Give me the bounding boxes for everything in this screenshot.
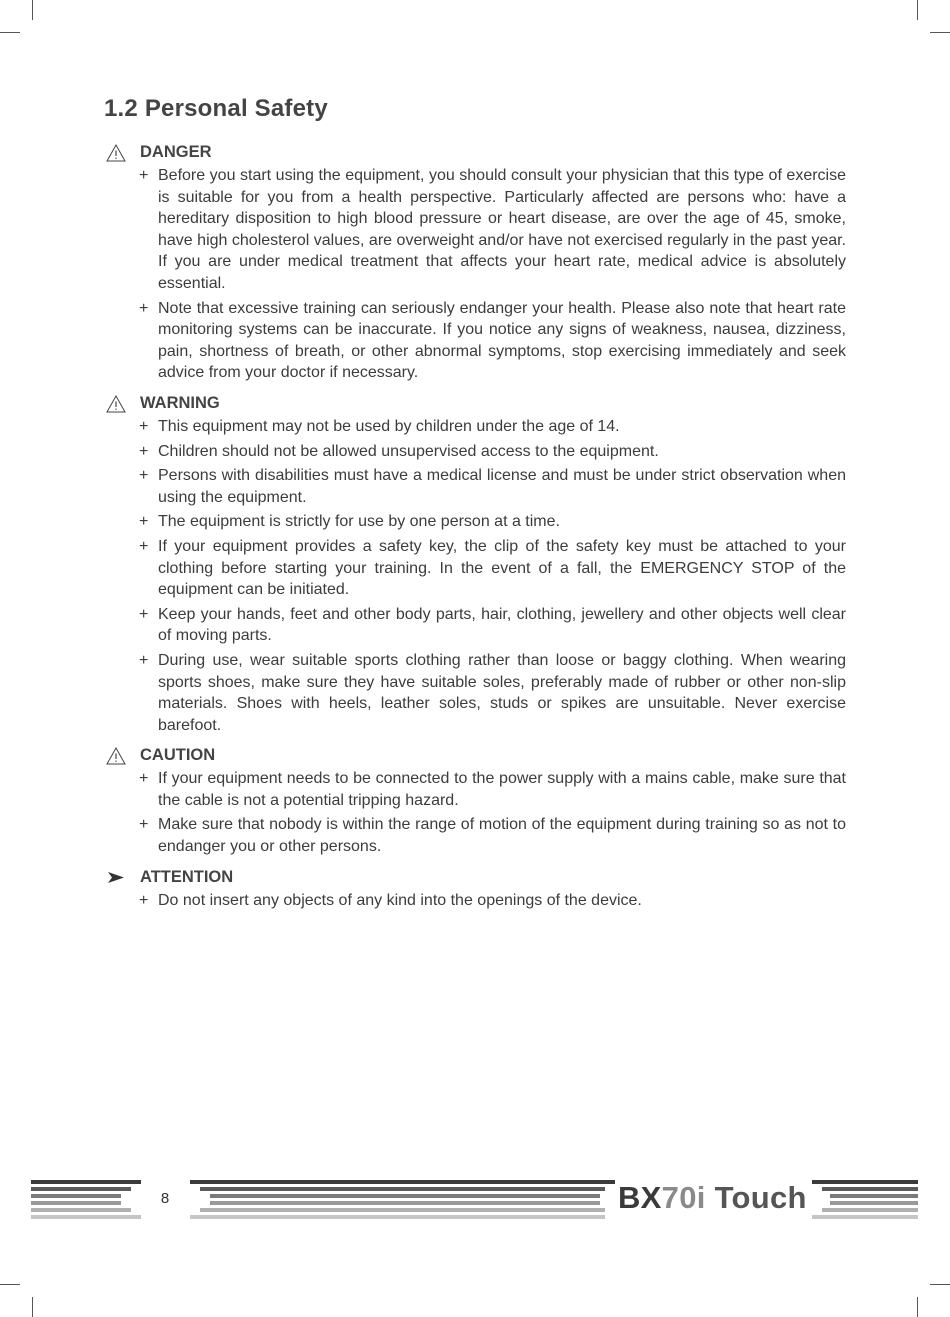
crop-mark bbox=[32, 1297, 33, 1317]
crop-mark bbox=[0, 1284, 20, 1285]
bullet-plus: + bbox=[139, 513, 149, 531]
item-text: Make sure that nobody is within the range of motion of the equipment during training so as not to endanger you or other persons. bbox=[158, 816, 846, 855]
warning-title: WARNING bbox=[140, 394, 220, 412]
attention-section bbox=[106, 868, 846, 915]
bullet-plus: + bbox=[139, 651, 149, 669]
item-text: During use, wear suitable sports clothing rather than loose or baggy clothing. When wearing sports shoes, make sure they have suitable soles, preferably made of rubber or other non-slip materials. Shoes with heels, leather soles, studs or spikes are unsuitable. Never exercise barefoot. bbox=[158, 651, 846, 734]
item-text: If your equipment needs to be connected to the power supply with a mains cable, make sure that the cable is not a potential tripping hazard. bbox=[158, 770, 846, 809]
list-item bbox=[106, 890, 846, 912]
item-text: Do not insert any objects of any kind into the openings of the device. bbox=[158, 892, 642, 909]
warning-triangle-icon bbox=[106, 395, 126, 413]
bullet-plus: + bbox=[139, 467, 149, 485]
list-item bbox=[106, 298, 846, 384]
warning-triangle-icon bbox=[106, 144, 126, 162]
item-text: If your equipment provides a safety key, the clip of the safety key must be attached to your clothing before starting your training. In the event of a fall, the EMERGENCY STOP of the equipment can be initiated. bbox=[158, 537, 846, 599]
bullet-plus: + bbox=[139, 537, 149, 555]
list-item bbox=[106, 814, 846, 857]
list-item bbox=[106, 465, 846, 508]
warning-triangle-icon bbox=[106, 747, 126, 765]
bullet-plus: + bbox=[139, 299, 149, 317]
warning-section bbox=[106, 394, 846, 739]
crop-mark bbox=[917, 0, 918, 20]
list-item bbox=[106, 536, 846, 601]
brand-part-model: 70i bbox=[661, 1180, 706, 1215]
page-number: 8 bbox=[160, 1190, 170, 1207]
brand-part-bx: BX bbox=[618, 1180, 662, 1215]
bullet-plus: + bbox=[139, 816, 149, 834]
list-item bbox=[106, 416, 846, 438]
list-item bbox=[106, 604, 846, 647]
item-text: Persons with disabilities must have a medical license and must be under strict observation when using the equipment. bbox=[158, 467, 846, 506]
list-item bbox=[106, 768, 846, 811]
crop-mark bbox=[0, 32, 20, 33]
bullet-plus: + bbox=[139, 605, 149, 623]
item-text: This equipment may not be used by children under the age of 14. bbox=[158, 418, 620, 435]
danger-section bbox=[106, 143, 846, 387]
bullet-plus: + bbox=[139, 892, 149, 909]
danger-title: DANGER bbox=[140, 143, 212, 161]
item-text: Note that excessive training can seriously endanger your health. Please also note that heart rate monitoring systems can be inaccurate. If you notice any signs of weakness, nausea, dizziness, pain, shortness of breath, or other abnormal symptoms, stop exercising immediately and seek advice from your doctor if necessary. bbox=[158, 299, 846, 382]
brand-logo bbox=[618, 1180, 807, 1216]
caution-title: CAUTION bbox=[140, 746, 216, 764]
list-item bbox=[106, 441, 846, 463]
bullet-plus: + bbox=[139, 167, 149, 184]
item-text: Children should not be allowed unsupervised access to the equipment. bbox=[158, 442, 659, 460]
item-text: The equipment is strictly for use by one person at a time. bbox=[158, 513, 560, 531]
crop-mark bbox=[917, 1297, 918, 1317]
crop-mark bbox=[930, 32, 950, 33]
page-title: 1.2 Personal Safety bbox=[104, 95, 328, 122]
list-item bbox=[106, 165, 846, 295]
arrow-pointer-icon bbox=[106, 869, 126, 887]
item-text: Before you start using the equipment, you should consult your physician that this type of exercise is suitable for you from a health perspective. Particularly affected are persons who: have a hereditary disposition to high blood pressure or heart disease, are over the age of 45, smoke, have high cholesterol values, are overweight and/or have not exercised regularly in the past year. If you are under medical treatment that affects your heart rate, medical advice is absolutely essential. bbox=[158, 167, 846, 292]
attention-title: ATTENTION bbox=[140, 868, 234, 886]
caution-section bbox=[106, 746, 846, 860]
footer-stripes bbox=[0, 1170, 950, 1230]
bullet-plus: + bbox=[139, 418, 149, 435]
bullet-plus: + bbox=[139, 442, 149, 460]
crop-mark bbox=[930, 1284, 950, 1285]
list-item bbox=[106, 511, 846, 533]
brand-part-touch: Touch bbox=[705, 1180, 807, 1215]
item-text: Keep your hands, feet and other body parts, hair, clothing, jewellery and other objects well clear of moving parts. bbox=[158, 605, 846, 645]
list-item bbox=[106, 650, 846, 736]
crop-mark bbox=[32, 0, 33, 20]
bullet-plus: + bbox=[139, 770, 149, 787]
